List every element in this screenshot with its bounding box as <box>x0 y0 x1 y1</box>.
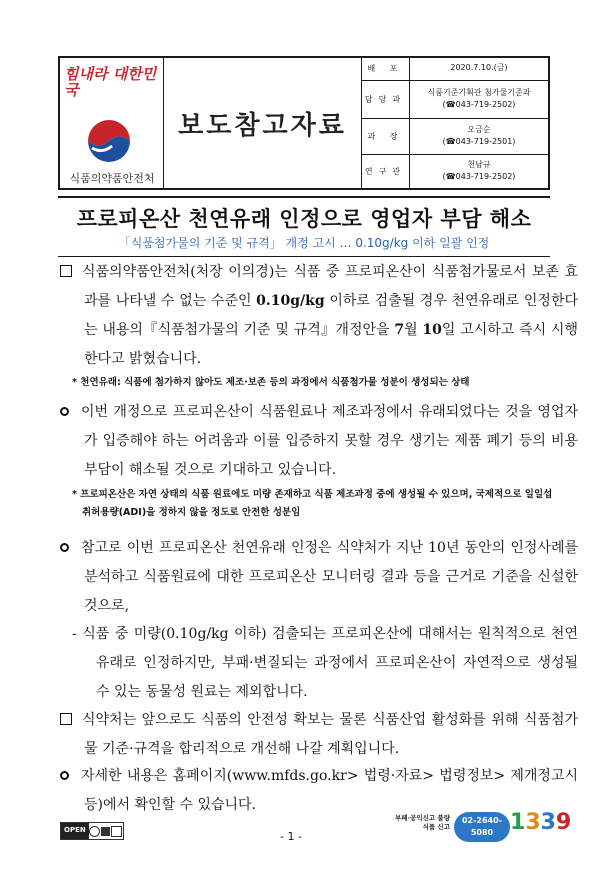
chief-value <box>410 118 548 154</box>
license-icons <box>89 823 123 839</box>
cc-icon <box>89 826 100 837</box>
note-1: * 천연유래: 식품에 첨가하지 않아도 제조·보존 등의 과정에서 식품첨가물 성분이 생성되는 상태 <box>72 377 470 388</box>
slogan: 힘내라 대한민국 <box>64 65 157 99</box>
paragraph-3 <box>60 534 578 621</box>
report-text: 부패·공익신고 불량식품 신고 <box>395 814 450 831</box>
p6-text: 자세한 내용은 홈페이지(www.mfds.go.kr> 법령·자료> 법령정보> 제개정고시등)에서 확인할 수 있습니다. <box>81 768 578 813</box>
doc-type-title: 보도참고자료 <box>164 56 362 190</box>
p1-text-c: 월 <box>404 322 423 338</box>
p1-bold-month: 7 <box>394 322 405 338</box>
headline-top-rule <box>58 196 550 198</box>
hotline-badge: 02-2640-5080 <box>454 812 510 842</box>
chief-phone: (☎043-719-2501) <box>442 137 516 146</box>
circle-bullet-icon <box>60 771 69 780</box>
circle-bullet-icon <box>60 543 69 552</box>
p1-bold-value: 0.10g/kg <box>256 293 325 309</box>
release-date-text: 2020.7.10.(금) <box>450 63 508 72</box>
open-label: OPEN <box>61 823 89 839</box>
p2-text: 이번 개정으로 프로피온산이 식품원료나 제조과정에서 유래되었다는 것을 영업자가 입증해야 하는 어려움과 이를 입증하지 못할 경우 생기는 제품 폐기 등의 비용 부담이 해소될 것으로 기대하고 있습니다. <box>81 404 578 478</box>
hotline-1339 <box>510 810 571 835</box>
headline-bottom-rule <box>58 256 550 257</box>
researcher-phone: (☎043-719-2502) <box>442 172 516 181</box>
p1-text-b: 이하로 검출될 경우 천연유래로 인정한다는 내용의『식품첨가물의 기준 및 규격』개정안을 <box>84 293 578 338</box>
person-icon <box>101 827 110 836</box>
release-label: 배 포 <box>362 56 410 80</box>
chief-name: 오금순 <box>467 125 491 134</box>
nonderiv-icon <box>111 826 122 837</box>
circle-bullet-icon <box>60 407 69 416</box>
open-license-badge <box>60 822 124 840</box>
digit: 3 <box>525 810 541 835</box>
page-number: - 1 - <box>280 830 302 843</box>
paragraph-5 <box>60 706 578 764</box>
headline: 프로피온산 천연유래 인정으로 영업자 부담 해소 <box>76 207 532 231</box>
subheadline: 「식품첨가물의 기준 및 규격」 개정 고시 … 0.10g/kg 이하 일괄 인정 <box>118 236 490 250</box>
p1-text-d: 일 고시하고 즉시 시행한다고 밝혔습니다. <box>84 322 578 367</box>
p5-text: 식약처는 앞으로도 식품의 안전성 확보는 물론 식품산업 활성화를 위해 식품첨가물 기준·규격을 합리적으로 개선해 나갈 계획입니다. <box>82 712 578 757</box>
researcher-label: 연구관 <box>362 154 410 188</box>
paragraph-2 <box>60 398 578 485</box>
mfds-emblem-icon <box>86 118 132 164</box>
dept-label: 담당과 <box>362 80 410 118</box>
chief-label: 과 장 <box>362 118 410 154</box>
p1-text-a: 식품의약품안전처(처장 이의경)는 식품 중 프로피온산이 식품첨가물로서 보존 효과를 나타낼 수 없는 수준인 <box>82 264 578 309</box>
agency-name: 식품의약품안전처 <box>69 172 155 185</box>
p3-text: 참고로 이번 프로피온산 천연유래 인정은 식약처가 지난 10년 동안의 인정사례를 분석하고 식품원료에 대한 프로피온산 모니터링 결과 등을 근거로 기준을 신설한 것으로, <box>81 540 578 614</box>
paragraph-6 <box>60 762 578 820</box>
digit: 1 <box>510 810 526 835</box>
paragraph-4: - 식품 중 미량(0.10g/kg 이하) 검출되는 프로피온산에 대해서는 원칙적으로 천연유래로 인정하지만, 부패·변질되는 과정에서 프로피온산이 자연적으로 생성될 수 있는 동물성 원료는 제외합니다. <box>72 626 578 700</box>
p1-bold-day: 10 <box>422 322 442 338</box>
release-date <box>410 56 548 80</box>
dept-value <box>410 80 548 118</box>
dept-phone: (☎043-719-2502) <box>442 100 516 109</box>
note-2: * 프로피온산은 자연 상태의 식품 원료에도 미량 존재하고 식품 제조과정 중에 생성될 수 있으며, 국제적으로 일일섭취허용량(ADI)을 정하지 않을 정도로 안전한 성분임 <box>72 489 553 518</box>
digit: 9 <box>555 810 572 835</box>
researcher-value <box>410 154 548 188</box>
researcher-name: 천남규 <box>467 160 491 169</box>
digit: 3 <box>540 810 556 835</box>
dept-name: 식품기준기획관 첨가물기준과 <box>427 88 531 97</box>
square-bullet-icon <box>60 265 72 277</box>
square-bullet-icon <box>60 713 72 725</box>
paragraph-1 <box>60 258 578 374</box>
